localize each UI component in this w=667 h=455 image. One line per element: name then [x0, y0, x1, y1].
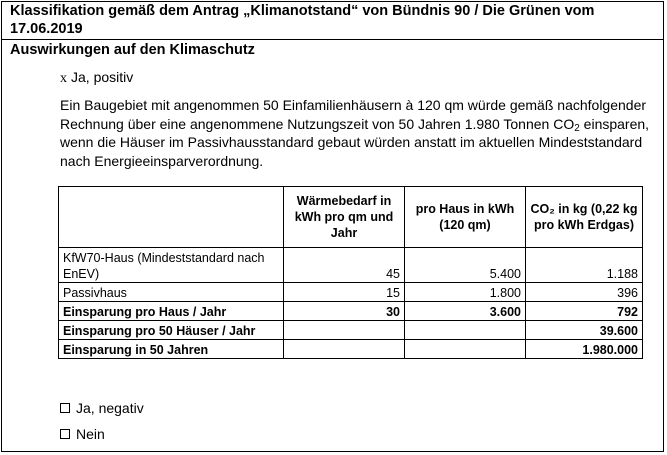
title-divider	[1, 39, 664, 40]
option-negative-label: Ja, negativ	[76, 400, 144, 416]
row-co2: 1.188	[526, 248, 643, 283]
option-positive	[60, 68, 133, 88]
header-cell-co2: CO₂ in kg (0,22 kg pro kWh Erdgas)	[526, 187, 643, 248]
checked-mark-icon: x	[60, 71, 67, 86]
option-positive-label: Ja, positiv	[71, 69, 134, 85]
option-negative[interactable]	[60, 399, 144, 417]
row-per-house: 5.400	[405, 248, 526, 283]
checkbox-empty-icon[interactable]	[60, 403, 70, 413]
row-heat-demand	[284, 321, 405, 340]
table-row	[59, 283, 643, 302]
row-co2: 1.980.000	[526, 340, 643, 359]
option-none-label: Nein	[76, 426, 105, 442]
table-row	[59, 248, 643, 283]
row-label: Einsparung in 50 Jahren	[59, 340, 284, 359]
header-cell-heat-demand: Wärmebedarf in kWh pro qm und Jahr	[284, 187, 405, 248]
section-subtitle: Auswirkungen auf den Klimaschutz	[10, 42, 255, 58]
table-row	[59, 302, 643, 321]
row-heat-demand: 15	[284, 283, 405, 302]
row-label: KfW70-Haus (Mindeststandard nach EnEV)	[59, 248, 284, 283]
table-row	[59, 321, 643, 340]
table-header-row	[59, 187, 643, 248]
row-heat-demand: 30	[284, 302, 405, 321]
row-co2: 396	[526, 283, 643, 302]
paragraph-text-1: Ein Baugebiet mit angenommen 50 Einfamilienhäusern à 120 qm würde gemäß nachfolgender Rechnung über eine angenommene Nutzungszeit von 50 Jahren 1.980 Tonnen CO	[60, 97, 647, 132]
row-per-house: 1.800	[405, 283, 526, 302]
explanation-paragraph	[60, 96, 660, 170]
savings-table	[58, 186, 643, 359]
paragraph-subscript: 2	[574, 122, 580, 134]
row-label: Einsparung pro 50 Häuser / Jahr	[59, 321, 284, 340]
paragraph-text-2: einsparen, wenn die Häuser im Passivhausstandard gebaut würden anstatt im aktuellen Mindeststandard nach Energieeinsparverordnung.	[60, 115, 650, 169]
row-heat-demand: 45	[284, 248, 405, 283]
option-none[interactable]	[60, 425, 105, 443]
row-label: Passivhaus	[59, 283, 284, 302]
row-label: Einsparung pro Haus / Jahr	[59, 302, 284, 321]
row-co2: 792	[526, 302, 643, 321]
row-per-house	[405, 321, 526, 340]
checkbox-empty-icon[interactable]	[60, 429, 70, 439]
table-row	[59, 340, 643, 359]
document-title: Klassifikation gemäß dem Antrag „Klimanotstand“ von Bündnis 90 / Die Grünen vom 17.06.2019	[10, 3, 595, 37]
header-cell-empty	[59, 187, 284, 248]
row-per-house: 3.600	[405, 302, 526, 321]
row-per-house	[405, 340, 526, 359]
row-co2: 39.600	[526, 321, 643, 340]
row-heat-demand	[284, 340, 405, 359]
header-cell-per-house: pro Haus in kWh (120 qm)	[405, 187, 526, 248]
